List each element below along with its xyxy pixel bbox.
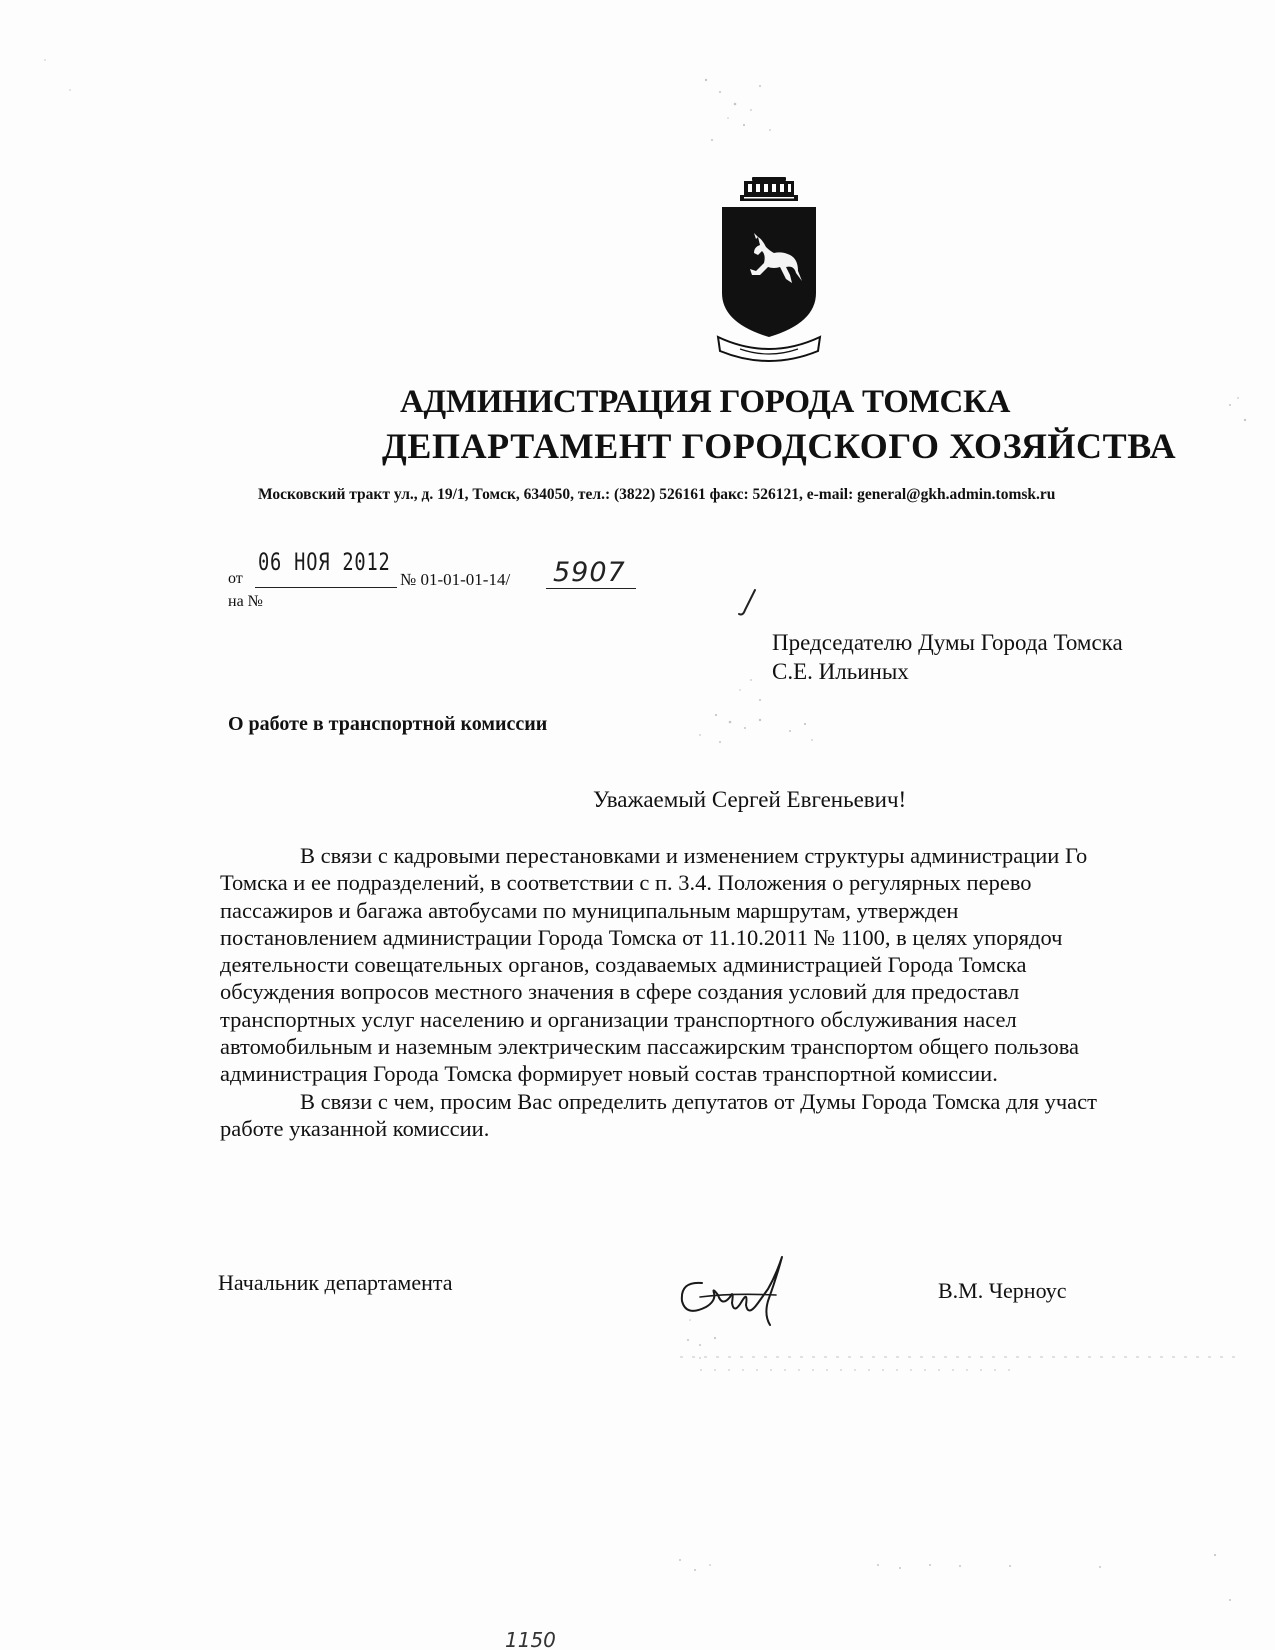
body-line: обсуждения вопросов местного значения в сфере создания условий для предоставл (220, 979, 1020, 1005)
body-line: В связи с чем, просим Вас определить депутатов от Думы Города Томска для участ (300, 1088, 1097, 1114)
signature-icon (672, 1235, 812, 1330)
body-line: администрация Города Томска формирует новый состав транспортной комиссии. (220, 1061, 998, 1087)
addressee-block (772, 628, 1123, 686)
date-label: от (228, 570, 243, 587)
body-line: постановлением администрации Города Томска от 11.10.2011 № 1100, в целях упорядоч (220, 924, 1063, 950)
letter-subject: О работе в транспортной комиссии (228, 713, 548, 735)
greeting: Уважаемый Сергей Евгеньевич! (593, 787, 907, 812)
contact-line: Московский тракт ул., д. 19/1, Томск, 634050, тел.: (3822) 526161 факс: 526121, e-mail: general@gkh.admin.tomsk.ru (258, 486, 1056, 503)
signer-title: Начальник департамента (218, 1270, 453, 1295)
body-line: В связи с кадровыми перестановками и изменением структуры администрации Го (300, 843, 1088, 868)
department-name: ДЕПАРТАМЕНТ ГОРОДСКОГО ХОЗЯЙСТВА (382, 426, 1177, 466)
date-underline (255, 587, 397, 588)
reference-label: на № (228, 593, 263, 610)
signer-name: В.М. Черноус (938, 1278, 1067, 1303)
body-line: пассажиров и багажа автобусами по муниципальным маршрутам, утвержден (220, 897, 959, 923)
number-underline (546, 588, 636, 589)
checkmark-icon (735, 588, 759, 620)
body-line: автомобильным и наземным электрическим пассажирским транспортом общего пользова (220, 1034, 1080, 1060)
addressee-name: С.Е. Ильиных (772, 659, 909, 684)
body-line: деятельности совещательных органов, создаваемых администрацией Города Томска (220, 952, 1027, 978)
body-line: транспортных услуг населению и организации транспортного обслуживания насел (220, 1006, 1017, 1032)
footer-handwritten-mark: 1150 (505, 1628, 556, 1650)
body-line: Томска и ее подразделений, в соответствии с п. 3.4. Положения о регулярных перево (220, 870, 1032, 896)
date-stamp: 06 НОЯ 2012 (258, 548, 391, 576)
body-line: работе указанной комиссии. (220, 1115, 490, 1141)
tomsk-coat-of-arms-icon (714, 175, 824, 367)
letter-body (220, 842, 1275, 1142)
handwritten-number: 5907 (553, 557, 626, 588)
organization-name: АДМИНИСТРАЦИЯ ГОРОДА ТОМСКА (400, 384, 1011, 420)
registration-number: № 01-01-01-14/ (400, 570, 511, 589)
addressee-position: Председателю Думы Города Томска (772, 630, 1123, 655)
